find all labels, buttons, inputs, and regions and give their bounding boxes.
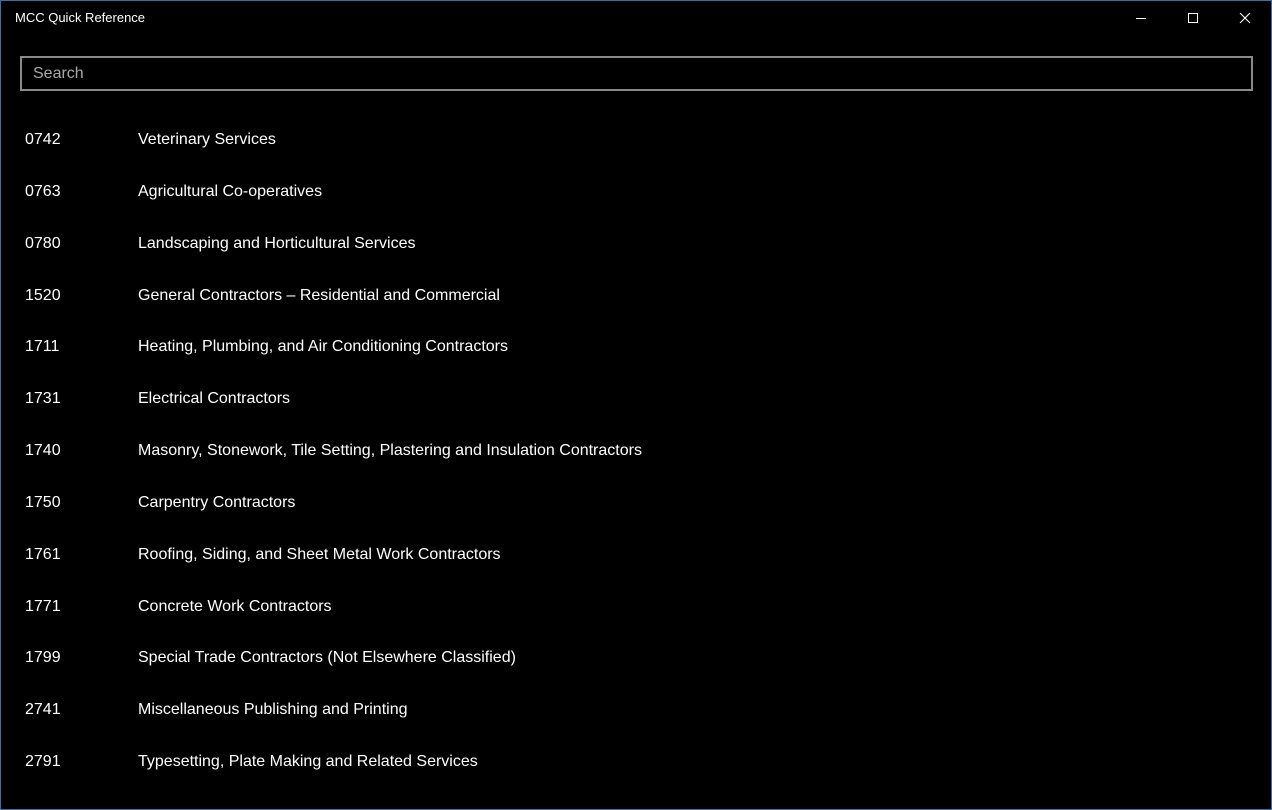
- list-item[interactable]: [1, 426, 1271, 478]
- mcc-code: 1740: [25, 442, 61, 460]
- list-item[interactable]: [1, 685, 1271, 737]
- list-item[interactable]: [1, 633, 1271, 685]
- list-item[interactable]: [1, 737, 1271, 789]
- mcc-description: Carpentry Contractors: [138, 493, 296, 511]
- list-item[interactable]: [1, 374, 1271, 426]
- mcc-description: Typesetting, Plate Making and Related Services: [138, 753, 478, 771]
- mcc-description: Roofing, Siding, and Sheet Metal Work Contractors: [138, 545, 501, 563]
- mcc-list[interactable]: [1, 115, 1271, 789]
- close-button[interactable]: [1219, 1, 1271, 35]
- mcc-description: Special Trade Contractors (Not Elsewhere Classified): [138, 649, 516, 667]
- mcc-description: Masonry, Stonework, Tile Setting, Plastering and Insulation Contractors: [138, 442, 642, 460]
- mcc-code: 1771: [25, 597, 61, 615]
- mcc-code: 1731: [25, 390, 61, 408]
- mcc-description: Electrical Contractors: [138, 390, 291, 408]
- close-icon: [1239, 12, 1251, 24]
- search-input[interactable]: [20, 56, 1253, 91]
- mcc-code: 1711: [25, 338, 60, 356]
- list-item[interactable]: [1, 530, 1271, 582]
- mcc-code: 1750: [25, 493, 61, 511]
- mcc-description: Miscellaneous Publishing and Printing: [138, 701, 408, 719]
- mcc-code: 2791: [25, 753, 61, 771]
- mcc-code: 2741: [25, 701, 61, 719]
- mcc-code: 0780: [25, 234, 61, 252]
- list-item[interactable]: [1, 322, 1271, 374]
- mcc-code: 1799: [25, 649, 61, 667]
- mcc-code: 0763: [25, 182, 61, 200]
- mcc-code: 0742: [25, 131, 61, 148]
- mcc-description: Heating, Plumbing, and Air Conditioning Contractors: [138, 338, 508, 356]
- mcc-description: Agricultural Co-operatives: [138, 182, 323, 200]
- minimize-icon: [1135, 12, 1147, 24]
- mcc-description: Landscaping and Horticultural Services: [138, 234, 416, 252]
- mcc-code: 1761: [25, 545, 61, 563]
- mcc-code: 1520: [25, 286, 61, 304]
- mcc-description: General Contractors – Residential and Commercial: [138, 286, 500, 304]
- list-item[interactable]: [1, 271, 1271, 323]
- window-title: MCC Quick Reference: [15, 10, 146, 25]
- list-item[interactable]: [1, 167, 1271, 219]
- mcc-description: Veterinary Services: [138, 131, 276, 148]
- list-item[interactable]: [1, 582, 1271, 634]
- list-item[interactable]: [1, 219, 1271, 271]
- mcc-description: Concrete Work Contractors: [138, 597, 332, 615]
- maximize-icon: [1187, 12, 1199, 24]
- title-bar[interactable]: [1, 1, 1271, 35]
- list-item[interactable]: [1, 478, 1271, 530]
- minimize-button[interactable]: [1115, 1, 1167, 35]
- list-item[interactable]: [1, 115, 1271, 167]
- maximize-button[interactable]: [1167, 1, 1219, 35]
